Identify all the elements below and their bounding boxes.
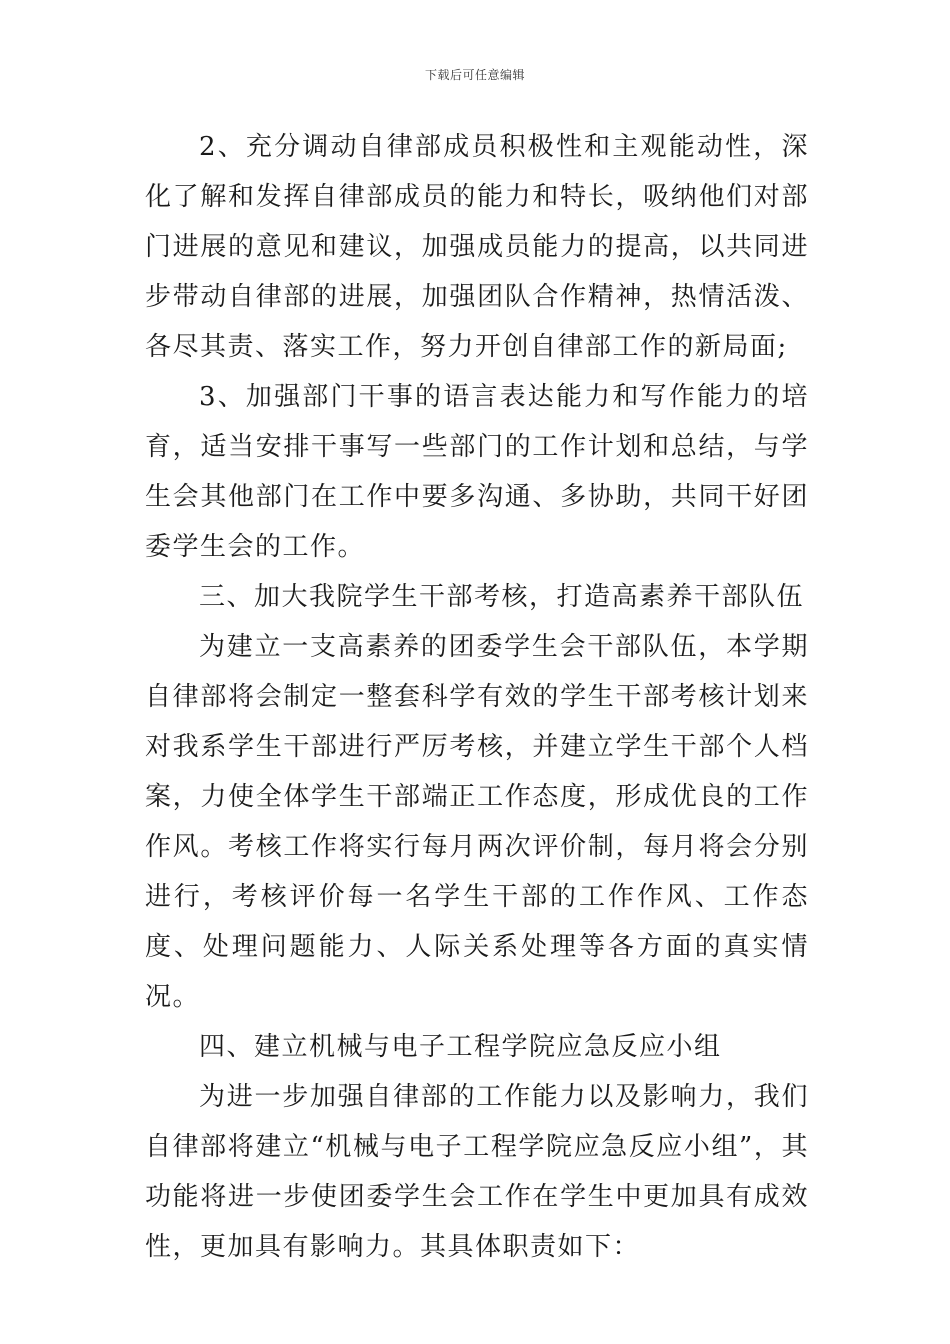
paragraph-section-3-body: 为建立一支高素养的团委学生会干部队伍，本学期自律部将会制定一整套科学有效的学生干部考核计划来对我系学生干部进行严厉考核，并建立学生干部个人档案，力使全体学生干部端正工作态度，形成优良的工作作风。考核工作将实行每月两次评价制，每月将会分别进行，考核评价每一名学生干部的工作作风、工作态度、处理问题能力、人际关系处理等各方面的真实情况。 bbox=[145, 632, 809, 1012]
section-heading-3: 三、加大我院学生干部考核，打造高素养干部队伍 bbox=[199, 582, 805, 612]
paragraph-item-3: 3、加强部门干事的语言表达能力和写作能力的培育，适当安排干事写一些部门的工作计划和总结，与学生会其他部门在工作中要多沟通、多协助，共同干好团委学生会的工作。 bbox=[145, 382, 809, 562]
paragraph-item-2: 2、充分调动自律部成员积极性和主观能动性，深化了解和发挥自律部成员的能力和特长，吸纳他们对部门进展的意见和建议，加强成员能力的提高，以共同进步带动自律部的进展，加强团队合作精神，热情活泼、各尽其责、落实工作，努力开创自律部工作的新局面; bbox=[145, 132, 809, 362]
paragraph-section-4-body: 为进一步加强自律部的工作能力以及影响力，我们自律部将建立“机械与电子工程学院应急反应小组”，其功能将进一步使团委学生会工作在学生中更加具有成效性，更加具有影响力。其具体职责如下： bbox=[145, 1082, 809, 1262]
section-heading-4: 四、建立机械与电子工程学院应急反应小组 bbox=[199, 1032, 722, 1062]
page-header: 下载后可任意编辑 bbox=[424, 68, 525, 82]
document-body bbox=[145, 122, 809, 1272]
